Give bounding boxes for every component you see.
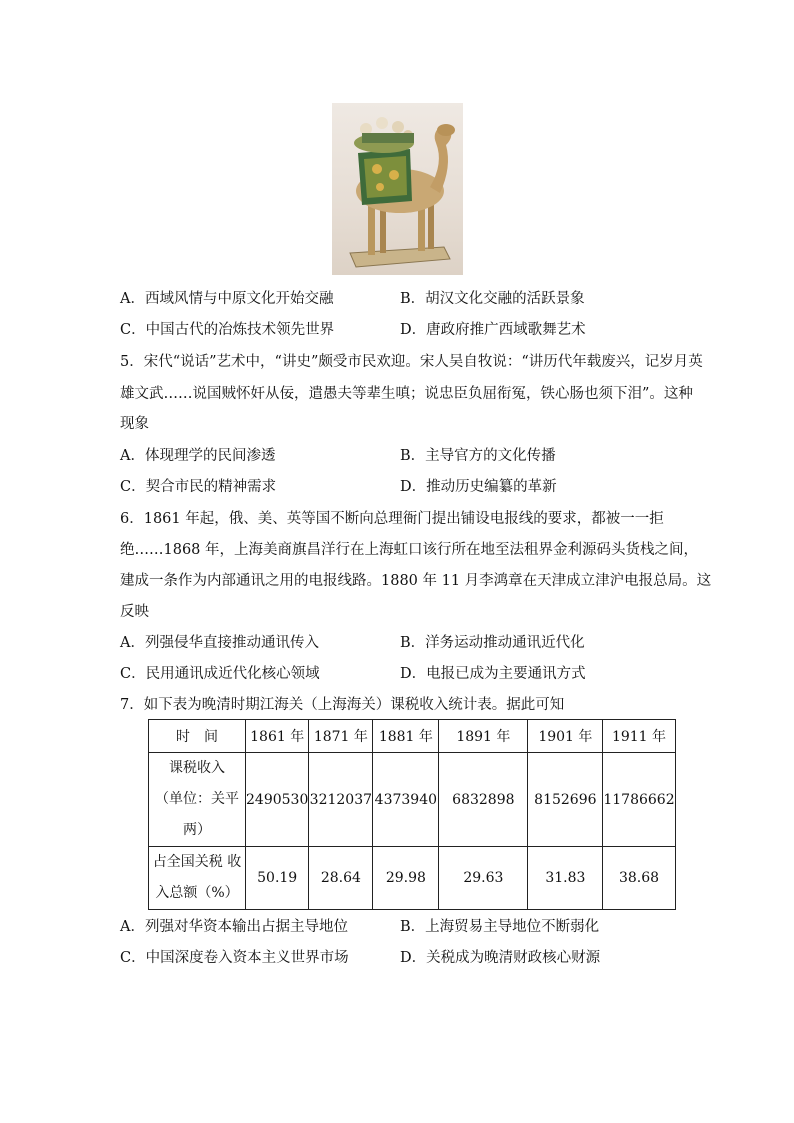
customs-revenue-table xyxy=(148,719,676,910)
q5-option-d[interactable]: D．推动历史编纂的革新 xyxy=(400,479,557,495)
row-label-line: （单位：关平 xyxy=(155,791,239,807)
camel-figurine-image xyxy=(332,103,463,275)
table-year-cell: 1911 年 xyxy=(603,720,675,753)
q6-stem-line-3: 建成一条作为内部通讯之用的电报线路。1880 年 11 月李鸿章在天津成立津沪电报总局。这 xyxy=(120,573,712,589)
table-cell: 2490530 xyxy=(246,753,309,847)
table-row-revenue xyxy=(149,753,676,847)
table-cell: 8152696 xyxy=(528,753,603,847)
q7-option-a[interactable]: A．列强对华资本输出占据主导地位 xyxy=(120,919,348,935)
table-cell: 29.98 xyxy=(373,847,439,910)
q5-option-b[interactable]: B．主导官方的文化传播 xyxy=(400,448,556,464)
table-header-row xyxy=(149,720,676,753)
table-year-cell: 1861 年 xyxy=(246,720,309,753)
row-label-line: 入总额（%） xyxy=(155,885,239,901)
table-cell: 6832898 xyxy=(439,753,528,847)
q4-option-d[interactable]: D．唐政府推广西域歌舞艺术 xyxy=(400,322,586,338)
camel-figurine-illustration xyxy=(332,103,463,275)
q6-stem-line-2: 绝……1868 年，上海美商旗昌洋行在上海虹口该行所在地至法租界金利源码头货栈之间， xyxy=(120,542,699,558)
q6-option-d[interactable]: D．电报已成为主要通讯方式 xyxy=(400,666,586,682)
q5-option-c[interactable]: C．契合市民的精神需求 xyxy=(120,479,277,495)
table-cell: 29.63 xyxy=(439,847,528,910)
table-row-label xyxy=(149,753,246,847)
q4-option-c[interactable]: C．中国古代的冶炼技术领先世界 xyxy=(120,322,335,338)
table-cell: 38.68 xyxy=(603,847,675,910)
table-cell: 31.83 xyxy=(528,847,603,910)
q7-option-b[interactable]: B．上海贸易主导地位不断弱化 xyxy=(400,919,600,935)
q5-option-a[interactable]: A．体现理学的民间渗透 xyxy=(120,448,276,464)
table-cell: 50.19 xyxy=(246,847,309,910)
table-cell: 4373940 xyxy=(373,753,439,847)
q6-stem-line-1: 6．1861 年起，俄、美、英等国不断向总理衙门提出铺设电报线的要求，都被一一拒 xyxy=(120,511,664,527)
row-label-line: 课税收入 xyxy=(169,760,225,776)
row-label-line: 占全国关税 收 xyxy=(152,854,242,870)
table-row-share xyxy=(149,847,676,910)
table-cell: 28.64 xyxy=(309,847,373,910)
q5-stem-line-2: 雄文武……说国贼怀奸从佞，遣愚夫等辈生嗔；说忠臣负屈衔冤，铁心肠也须下泪”。这种 xyxy=(120,386,693,402)
row-label-line: 两） xyxy=(183,822,211,838)
table-cell: 3212037 xyxy=(309,753,373,847)
q6-option-c[interactable]: C．民用通讯成近代化核心领域 xyxy=(120,666,320,682)
table-year-cell: 1871 年 xyxy=(309,720,373,753)
table-cell: 11786662 xyxy=(603,753,675,847)
table-year-cell: 1901 年 xyxy=(528,720,603,753)
table-year-cell: 1891 年 xyxy=(439,720,528,753)
q7-option-d[interactable]: D．关税成为晚清财政核心财源 xyxy=(400,950,601,966)
q6-option-a[interactable]: A．列强侵华直接推动通讯传入 xyxy=(120,635,319,651)
q5-stem-line-1: 5．宋代“说话”艺术中，“讲史”颇受市民欢迎。宋人吴自牧说：“讲历代年载废兴，记岁月英 xyxy=(120,354,703,370)
q4-option-a[interactable]: A．西域风情与中原文化开始交融 xyxy=(120,291,334,307)
q6-option-b[interactable]: B．洋务运动推动通讯近代化 xyxy=(400,635,585,651)
table-header-label: 时 间 xyxy=(149,720,246,753)
q5-stem-line-3: 现象 xyxy=(120,416,149,432)
table-year-cell: 1881 年 xyxy=(373,720,439,753)
q4-option-b[interactable]: B．胡汉文化交融的活跃景象 xyxy=(400,291,585,307)
q6-stem-line-4: 反映 xyxy=(120,604,149,620)
q7-option-c[interactable]: C．中国深度卷入资本主义世界市场 xyxy=(120,950,349,966)
table-row-label xyxy=(149,847,246,910)
q7-stem: 7．如下表为晚清时期江海关（上海海关）课税收入统计表。据此可知 xyxy=(120,697,565,713)
